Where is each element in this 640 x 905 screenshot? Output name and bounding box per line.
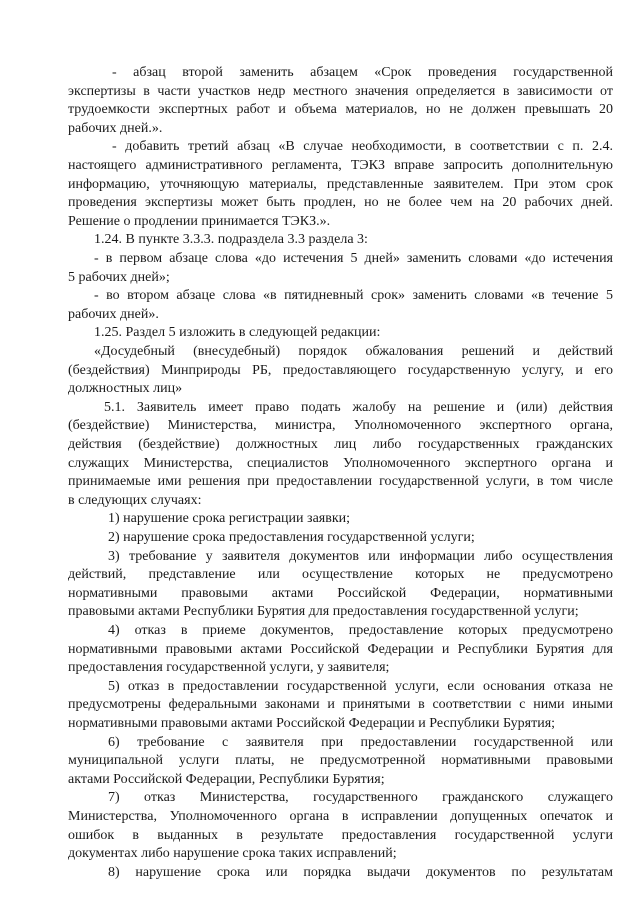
text-line: 5) отказ в предоставлении государственной услуги, если основания отказа не [108, 678, 613, 694]
text-line: актами Российской Федерации, Республики Бурятия; [68, 771, 385, 787]
text-line: Министерства, Уполномоченного органа в исправлении допущенных опечаток и [68, 809, 613, 824]
text-line: Решение о продлении принимается ТЭКЗ.». [68, 213, 331, 229]
text-line: ошибок в выданных в результате предоставления государственной услуги [68, 827, 613, 843]
text-line: правовыми актами Республики Бурятия для предоставления государственной услуги; [68, 604, 579, 620]
text-line: должностных лиц» [68, 381, 183, 397]
text-line: - добавить третий абзац «В случае необходимости, в соответствии с п. 2.4. [112, 139, 613, 155]
text-line: 7) отказ Министерства, государственного гражданского служащего [108, 790, 613, 806]
text-line: 6) требование с заявителя при предоставлении государственной или [108, 734, 613, 750]
text-line: 1.24. В пункте 3.3.3. подраздела 3.3 раздела 3: [94, 232, 368, 248]
text-line: в следующих случаях: [68, 492, 202, 508]
text-line: нормативными правовыми актами Российской Федерации и Республики Бурятия; [68, 716, 556, 731]
text-line: - абзац второй заменить абзацем «Срок проведения государственной [112, 65, 613, 80]
text-line: 8) нарушение срока или порядка выдачи документов по результатам [108, 864, 613, 880]
text-line: «Досудебный (внесудебный) порядок обжалования решений и действий [94, 344, 613, 359]
text-line: рабочих дней.». [68, 120, 163, 136]
text-line: принимаемые ими решения при предоставлении государственной услуги, в том числе [68, 474, 613, 490]
text-line: рабочих дней». [68, 306, 159, 322]
text-line: 1.25. Раздел 5 изложить в следующей редакции: [94, 325, 381, 341]
text-line: настоящего административного регламента, ТЭКЗ вправе запросить дополнительную [68, 158, 613, 173]
text-line: действия (бездействие) должностных лиц либо государственных гражданских [68, 437, 613, 452]
text-line: проведения экспертизы может быть продлен, но не более чем на 20 рабочих дней. [68, 195, 613, 211]
text-line: нормативными правовыми актами Российской Федерации, нормативными [68, 585, 613, 601]
text-line: экспертизы в части участков недр местного значения определяется в зависимости от [68, 83, 613, 99]
text-line: (бездействия) Минприроды РБ, предоставляющего государственную услугу, и его [68, 362, 613, 378]
text-line: (бездействие) Министерства, министра, Уполномоченного экспертного органа, [68, 418, 613, 434]
text-line: муниципальной услуги платы, не предусмотренной нормативными правовыми [68, 753, 613, 769]
text-line: 3) требование у заявителя документов или информации либо осуществления [108, 548, 613, 564]
text-line: нормативными правовыми актами Российской Федерации и Республики Бурятия для [68, 641, 613, 657]
text-line: - в первом абзаце слова «до истечения 5 дней» заменить словами «до истечения [94, 251, 613, 266]
text-line: трудоемкости экспертных работ и объема материалов, но не должен превышать 20 [68, 102, 613, 118]
text-line: 5 рабочих дней»; [68, 269, 170, 285]
text-line: действий, представление или осуществление которых не предусмотрено [68, 567, 613, 583]
text-line: - во втором абзаце слова «в пятидневный срок» заменить словами «в течение 5 [94, 288, 613, 304]
text-line: служащих Министерства, специалистов Уполномоченного экспертного органа и [68, 455, 613, 471]
text-line: документах либо нарушение срока таких исправлений; [68, 846, 397, 862]
text-line: предусмотрены федеральными законами и принятыми в соответствии с ними иными [68, 697, 613, 713]
text-line: 5.1. Заявитель имеет право подать жалобу на решение и (или) действия [104, 399, 613, 415]
text-line: предоставления государственной услуги, у заявителя; [68, 660, 390, 676]
text-line: 1) нарушение срока регистрации заявки; [108, 511, 351, 527]
text-line: 2) нарушение срока предоставления государственной услуги; [108, 530, 475, 545]
text-line: информацию, уточняющую материалы, представленные заявителем. При этом срок [68, 176, 613, 192]
text-line: 4) отказ в приеме документов, предоставление которых предусмотрено [108, 623, 613, 638]
